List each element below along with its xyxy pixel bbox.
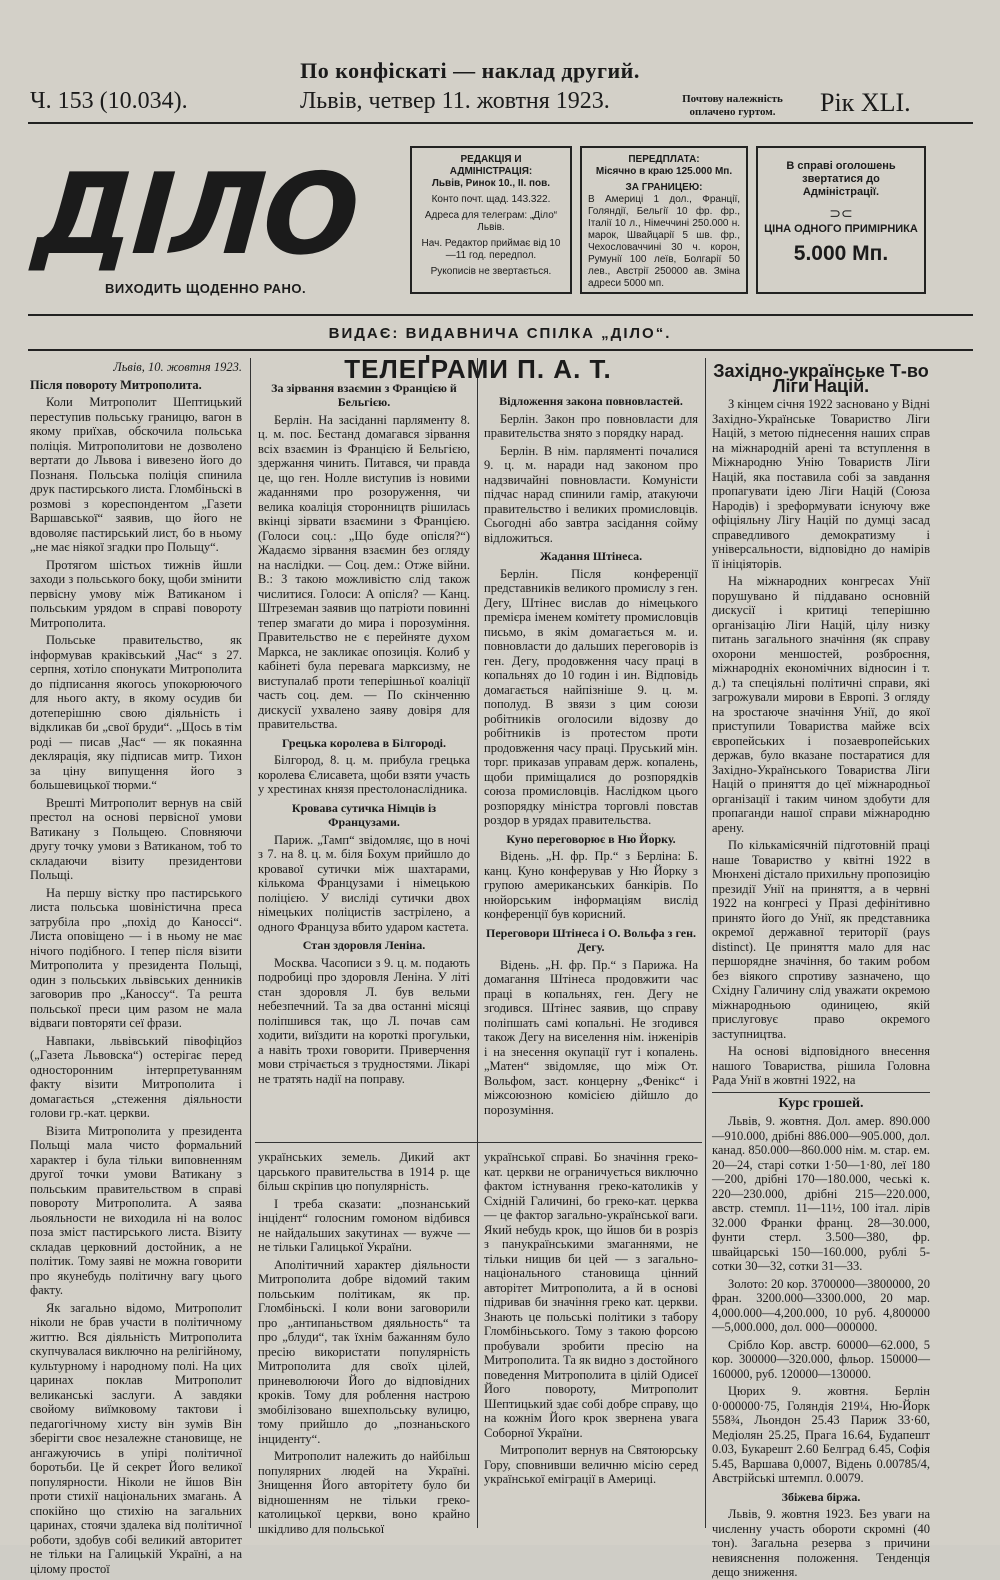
telegram-5b-body: Берлін. В нім. парляменті почалися 9. ц. м. наради над законом про надзвичайні повновласти. Комуністи підчас нарад спинили гамір, атакуючи правительство і великих промисловців. Сьогодні або завтра засідання соймy відложиться. <box>484 443 698 545</box>
issue-number: Ч. 153 (10.034). <box>30 88 188 114</box>
telegram-1-body: Берлін. На засіданні парляменту 8. ц. м. пос. Бестанд домагався зірвання всіх взаємин із Францією й Бельгією, здержання чинить. Питався, чи правда це, що ген. Нолле виступив із новими жаданнями про розоруження, чи велика коаліція сторонництв рішилась вкінці зірвати взаємини з Францією. (Голоси соц.: „Що буде опісля?“) Жадаємо зірвання взаємин без огляду на наслідки. — Соц. дем.: Отже війни. В.: З такою можливістю слід також числитися. Голоси: А опісля? — Канц. Штреземан заявив що патріоти повинні тепер змагати до мира і порозуміння. Правительство не є перейняте духом Маркса, не закликає опозиція. Колиб у кабінеті була перевага марксизму, не виступалаб проти теперішньої коаліції часть соц. дем. — По скінченню дискусії ухвалено заяву довіря для правительства. <box>258 412 470 731</box>
cont-para-5: української справі. Бо значіння греко-кат. церкви не ограничується виключно фактом істнування греко-католиків у Східній Галичині, бо греко-кат. церква — це фактор загально-українськoї ваги. Який небудь крок, що йшов би в розріз з панукраїнськими змаганнями, не тільки нищив би цей — з загально-національного становища цінний авторітет Митрополита, а й в основі підривав би значіння греко кат. церкви. Знають це польські політики з табору Гломбіньського. Тому з такою форсою пробували зробити пресію на Митрополита. Та як видно з достойного поведення Митрополита в цілій Одисеї Його повороту, Митрополит Шептицький здає собі добре справу, що на кожнім Його крок звернена увага Соборної України. <box>484 1150 698 1440</box>
grain-title: Збіжева біржа. <box>781 1489 861 1504</box>
telegram-7-title: Куно переговорює в Ню Йорку. <box>506 831 676 846</box>
telegram-4-title: Стан здоровля Леніна. <box>302 938 426 952</box>
lead-article <box>30 360 242 1576</box>
cont-para-1: українських земель. Дикий акт царського правительства в 1914 р. ще більш скріпив цю популярність. <box>258 1150 470 1193</box>
grain-body: Львів, 9. жовтня 1923. Без уваги на численну участь обороти скромні (40 тон). Загальна резерва з причини невияснення положення. Тенденція дещо зниження. <box>712 1507 930 1579</box>
subscription-abroad: ЗА ГРАНИЦЕЮ: <box>625 182 703 193</box>
divider-ornament: ⊃⊂ <box>829 205 853 221</box>
telegram-7-body: Відень. „Н. фр. Пр.“ з Берліна: Б. канц. Куно конферував у Ню Йорку з групою американських банкірів. По нюйорським інформаціям вислід конференції був корисний. <box>484 849 698 921</box>
lead-para-2: Протягом шістьох тижнів йшли заходи з польського боку, щоби змінити первісну умову між Ватиканом і польським урядом в справі повороту Митрополита. <box>30 557 242 630</box>
masthead-rule-top <box>28 314 973 316</box>
lead-para-7: Візита Митрополита у президента Польщі мала чисто формальний характер і була тільки виповненням другої точки умови Ватикану з польським правительством в справі повороту Митрополита. А заява льояльности не виходила ні на волос поза зміст пастирського листа. Візиту складав церковний достойник, а не політик. Тому заяві не можна говорити про якунебудь політичну вагу цього факту. <box>30 1123 242 1297</box>
publisher-line: ВИДАЄ: ВИДАВНИЧА СПІЛКА „ДІЛО“. <box>328 325 672 342</box>
telegram-1-title: За зірвання взаємин з Францією й Бельгією. <box>271 380 457 409</box>
postage-note: Почтову належність оплачено гуртом. <box>682 93 783 118</box>
lead-para-6: Навпаки, львівський півофіцйоз („Газета Львовска“) остерігає перед односторонним інтерпретуванням факту візити Митрополита і домагається „стеження діяльности голови гр.-кат. церкви. <box>30 1033 242 1120</box>
league-title: Західно-українське Т-во Ліги Націй. <box>713 361 929 396</box>
column-divider-1 <box>250 358 251 1528</box>
telegrams-right <box>484 394 698 1140</box>
editorial-hours: Нач. Редактор приймає від 10—11 год. передпол. <box>421 238 561 261</box>
masthead-rule-bottom <box>28 349 973 351</box>
telegram-5-title: Відложення закона повновластей. <box>499 394 683 408</box>
league-para-3: По кількамісячній підготовній праці наше Товариство у квітні 1922 в Мюнхені дістало прихильну пропозицію президії Унії на приняття, а в червні 1922 на конгресі у Празі дефінітивно принято його до Унії, як представника окремої державної території (pays distinct). Це приняття мало для нас першорядне значіння, бо таким робом без віякого спротиву зазначено, що Східну Галичину слід уважати окремою міжнародньою одиницею, якій прислуговує право окремого заступництва. <box>712 838 931 1041</box>
editorial-telegram: Адреса для телеграм: „Діло“ Львів. <box>424 210 558 233</box>
lead-para-3: Польське правительство, як інформував краківський „Час“ з 27. серпня, хотіло спонукати Митрополита до підписання якогось упокорюючого для нього акту, в якому осудив би дотеперішню свою діяльність і відкликав би „свої бруди“. „Щось в тім роді — писав „Час“ — як покаянна деклярація, яку підписав митр. Тихон за ціну випущення його з большевицької тюрми.“ <box>30 633 242 792</box>
column-divider-2 <box>477 358 478 1528</box>
telegram-6-title: Жадання Штінеса. <box>539 549 643 563</box>
telegram-6-body: Берлін. Після конференції представників великого промислу з ген. Дегу, Штінес вислав до німецького премієра іменем комітету промисловців письмо, в якім домагається м. и. повновласти до дальших переговорів із ген. Дегу, продовження часу праці в копальнях до 10 годин і ин. Відповідь домагається найпізніше 9. ц. м. пополуд. В звязи з цим союзи робітників оголосили відозву до робітників із протестом проти продовження часу праці. Пруський мін. торг. приказав управам держ. копалень, щоби приміщалися до розпорядків союза промисловців. Наслідком цього розпорядку міністра торговлі повстав роздор в урядах правительства. <box>484 566 698 827</box>
cont-para-6: Митрополит вернув на Святоюрську Гору, сповнивши величню місію серед української еміграції в Америці. <box>484 1443 698 1486</box>
fx-zurich: Цюрих 9. жовтня. Берлін 0·000000·75, Голяндія 219¼, Ню-Йорк 558¾, Льондон 25.43 Париж 33·60, Медіолян 25.25, Прага 16.64, Будапешт 0.03, Букарешт 2.60 Белград 6.45, Софія 5.45, Варшава 0,0007, Відень 0.00785/4, Австрійські штемпл. 0.0079. <box>712 1384 930 1485</box>
lead-para-8: Як загально відомо, Митрополит ніколи не брав участи в політичному життю. Вся діяльність Митрополита скупчувалася виключно на релігійному, культурному і народному полі. На цих царинах поклав Митрополит великанські заслуги. А завдяки свойому виїмковому тактови і педагогічному хисту він зумів Він зберігти своє незалежне становище, не ангажуючись в упірі політичної боротьби. Це й секрет Його великої популярности. Ніколи не йшов Він проти стихії національних змагань. А спокійно що стихію на загальних царинах, стоячи здалека від політичної роботи, здобув собі великий авторитет не тільки на Галицькій Україні, а на цілому простої <box>30 1300 242 1576</box>
editorial-account: Конто почт. щад. 143.322. <box>431 194 551 205</box>
cont-para-4: Митрополит належить до найбільш популярних людей на Україні. Знищення Його авторітету було би відношенням не тільки греко-католицької церкви, воно крайно шкідливо для польської <box>258 1449 470 1536</box>
telegrams-title: ТЕЛЕҐРАМИ П. А. Т. <box>344 354 612 384</box>
lead-para-1: Коли Митрополит Шептицький переступив польську границю, вагон в якому приїхав, обскочила польська поліція. Митрополитови не дозволено вертати до Львова і вивезено його до Познаня. Польська поліція спинила друк пастирського листа. Гломбіньскі в розмові з кореспондентом „Газети Варшавської“ заявив, що його не вдоволяє пастирський лист, бо в ньому „не має ніякої згадки про Польщу“. <box>30 395 242 554</box>
league-article <box>712 361 931 1579</box>
telegram-8-title: Переговори Штінеса і О. Вольфа з ген. Дегу. <box>485 925 696 954</box>
editorial-address: Львів, Ринок 10., II. пов. <box>431 178 551 189</box>
lead-para-4: Врешті Митрополит вернув на свій престол на основі первісної умови Ватикану з Польщею. Сповняючи другу точку умови з Ватиканом, тоб то складаючи візиту президентови Польщі. <box>30 795 242 882</box>
league-para-4: На основі відповідного внесення нашого Товариства, рішила Головна Рада Унії в жовтні 1922, на <box>712 1044 930 1087</box>
fx-body: Львів, 9. жовтня. Дол. амер. 890.000—910.000, дрібні 886.000—905.000, дол. канад. 850.000—860.000 нім. м. стар. ем. 20—24, старі сотки 1·50—1·80, леї 180—200, дрібні 170—180.000, чеські к. 220—230.000, дрібні 215—220.000, австр. стемпл. 11—11½, 100 італ. лірів 32.000 Франки франц. 28—30.000, фунти стерл. 3.500—380, фр. швайцарські 150—160.000, рублі 5-сотки 30—32, сотки 31—33. <box>712 1114 930 1273</box>
telegram-3-title: Кровава сутичка Німців із Французами. <box>291 800 437 829</box>
fx-silver: Срібло Кор. австр. 60000—62.000, 5 кор. 300000—320.000, фльор. 150000—160000, руб. 120000—130000. <box>712 1337 930 1381</box>
telegram-2-title: Грецька королева в Білгороді. <box>281 735 447 750</box>
league-para-1: З кінцем січня 1922 засновано у Відні Західно-Українське Товариство Ліги Націй, з метою піднесення наших справ на міжнародній арені та вступлення в Міжнародню Унію Товариств Ліги Націй, яка поставила собі за завдання пропагувати ідею Ліги Націй (Союза Народів) і зреформувати існуючу вже офіціяльну Лігу Націй по думці засад справедливого демократизму і універсальности, відповідно до намірів її ініціяторів. <box>712 397 930 571</box>
editorial-manuscripts: Рукописів не звертається. <box>430 266 552 277</box>
subscription-rates: В Америці 1 дол., Франції, Голяндії, Бельгії 10 фр. фр., Італії 10 л., Німеччині 250.000 н. марок, Швайцарії 5 шв. фр., Чехословаччині 30 ч. корон, Румунії 100 леїв, Болгарії 50 лев., Австрії 250000 ав. Зміна адреси 5000 мп. <box>588 194 740 289</box>
price-label: ЦІНА ОДНОГО ПРИМІРНИКА <box>764 223 918 235</box>
price-box <box>756 146 926 294</box>
header-rule <box>28 122 973 124</box>
masthead-daily: ВИХОДИТЬ ЩОДЕННО РАНО. <box>105 281 307 296</box>
telegram-8-body: Відень. „Н. фр. Пр.“ з Парижа. На домагання Штінеса продовжити час праці в копальнях, ген. Дегу не згодився. Штінес заявив, що справу поліпшать самі копальні. Не згодився також Дегу на виселення нім. інженірів і на знесення окупації гут і копалень. „Матен“ звідомляє, що між От. Вольфом, заст. концерну „Фенікс“ і міжсоюзною комісією дійшло до порозуміння. <box>484 957 698 1117</box>
fx-title: Курс грошей. <box>778 1095 864 1111</box>
cont-para-2: І треба сказати: „познанський інцідент“ голосним гомоном відбився не найдальших закутинах — вужче — не тільки Галицької України. <box>258 1196 470 1254</box>
lead-para-5: На першу вістку про пастирського листа польська шовіністична преса затрубіла про „похід до Каноссі“. Листа оповіщено — і в ньому не має нічого подібного. І тепер після візити Митрополита у президента Польщі, один з польських львівських денників заговорив про „Каноссу“. Та решта польської преси цим разом не мала відваги повторяти сеї фрази. <box>30 885 242 1030</box>
telegram-4-body: Москва. Часописи з 9. ц. м. подають подробиці про здоровля Леніна. У літі стан здоровля Л. був вельми небезпечний. Та за два останні місяці поліпшився так, що Л. почав сам ходити, виїздити на короткі прогульки, а навіть трохи говорити. Приверчення мови стрічається з трудностями. Лікарі не тратять надії на поправу. <box>258 955 470 1086</box>
lead-continuation-2 <box>484 1150 698 1530</box>
editorial-box <box>410 146 572 294</box>
lead-dateline: Львів, 10. жовтня 1923. <box>113 360 242 374</box>
issue-date: Львів, четвер 11. жовтня 1923. <box>300 88 610 114</box>
column-divider-3 <box>705 358 706 1528</box>
editorial-title: РЕДАКЦІЯ И АДМІНІСТРАЦІЯ: <box>449 154 533 177</box>
lead-title: Після повороту Митрополита. <box>30 377 202 392</box>
lead-continuation-1 <box>258 1150 470 1536</box>
header-top-note: По конфіскаті — наклад другий. <box>300 58 640 83</box>
telegram-bottom-rule <box>255 1142 702 1143</box>
subscription-box <box>580 146 748 294</box>
price-value: 5.000 Мп. <box>793 242 889 265</box>
subscription-title: ПЕРЕДПЛАТА: <box>628 154 700 165</box>
fx-gold: Золото: 20 кор. 3700000—3800000, 20 фран. 3200.000—3300.000, 20 мар. 4,000.000—4,200.000, 10 руб. 4,800000—5,000.000, дол. 000—000000. <box>712 1276 930 1334</box>
telegram-5-body: Берлін. Закон про повновласти для правительства знято з порядку нарад. <box>484 411 698 440</box>
year-number: Рік XLI. <box>820 88 911 117</box>
masthead-logo: ДІЛО <box>30 150 362 280</box>
subscription-monthly: Місячно в краю 125.000 Мп. <box>595 166 733 177</box>
fx-rule <box>712 1092 930 1093</box>
ads-note: В справі оголошень звертатися до Адміністрації. <box>786 160 896 198</box>
telegram-3-body: Париж. „Тамп“ звідомляє, що в ночі з 7. на 8. ц. м. біля Бохум прийшло до кровавої сутички між шахтарами, кількома Французами і німецькою поліцією. У висліді сутички двох німецьких поліцистів застрілено, а одного Француза вбито ударом кастета. <box>258 832 470 934</box>
league-para-2: На міжнародних конгресах Унії порушувано й піддавано основній дискусії і критиці теперішню організацію Ліги Націй, цілу низку питань загального значіння (як справу охорони меншостей, розброєння, міжнародніх економічних відносин і т. д.) та спеціяльні політичні справи, які загрожували мирови в Европі. З огляду на зростаюче значіння Унії, до якої приступили Товариства майже всіх європейських і позаевропейських держав, було вказане постаратися для Західно-Українського Товариства Ліги Націй о приняття до цеї міжнародньої організації і таким чином здобути для пропаганди нашої справи міжнародню арену. <box>712 574 930 835</box>
cont-para-3: Аполітичний характер діяльности Митрополита добре відомий таким польським політикам, як пр. Гломбіньскі. І коли вони заговорили про „антипаньством дяяльность“ та про „блуди“, так їхнім бажанням було пресію використати популярність Митрополита для своїх цілей, приневолюючи Його до відповідних кроків. Тому для роблення настрою змобілізовано вшехпольську вулицю, тому прийшло до „познаньского інциденту“. <box>258 1257 470 1446</box>
telegram-2-body: Білгород, 8. ц. м. прибула грецька королева Єлисавета, щоби взяти участь у хрестинах князя престолонаслідника. <box>258 753 470 796</box>
